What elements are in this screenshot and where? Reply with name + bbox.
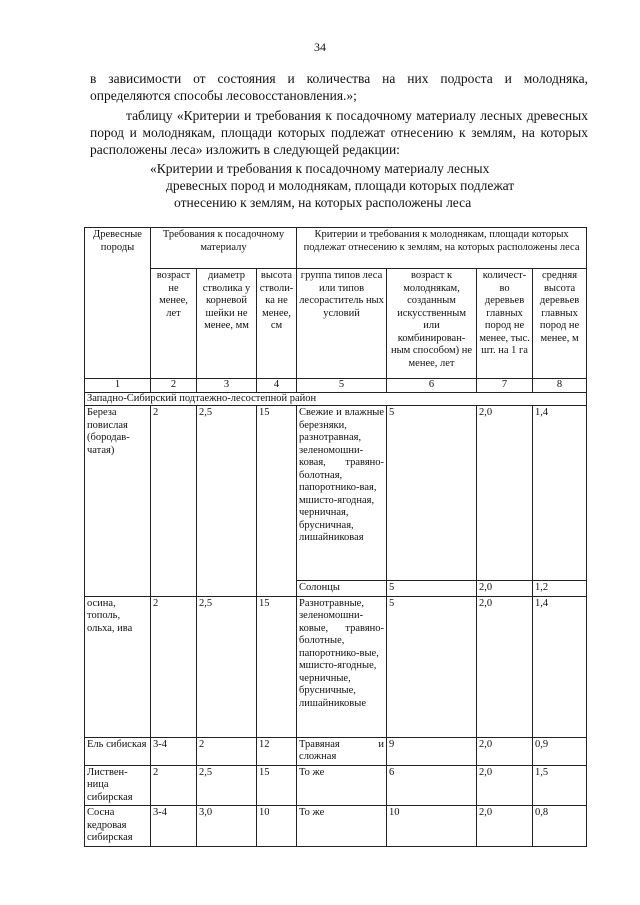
header-trees-count: количест-во деревьев главных пород не менее, тыс. шт. на 1 га <box>477 269 533 379</box>
cell-young-age: 9 <box>387 737 477 765</box>
table-title <box>90 160 588 211</box>
cell-age: 3-4 <box>151 737 197 765</box>
header-row-1 <box>85 228 587 269</box>
header-avg-height: средняя высота деревьев главных пород не менее, м <box>533 269 587 379</box>
table-row <box>85 765 587 806</box>
cell-species: Ель сибиская <box>85 737 151 765</box>
cell-forest-type: Травяная и сложная <box>297 737 387 765</box>
cell-trees-count: 2,0 <box>477 737 533 765</box>
column-number: 1 <box>85 379 151 393</box>
cell-trees-count: 2,0 <box>477 581 533 597</box>
intro-line-1: в зависимости от состояния и количества на них подроста и молодняка, <box>90 71 588 86</box>
page-number: 34 <box>314 40 326 54</box>
intro-paragraph-2: таблицу «Критерии и требования к посадочному материалу лесных древесных пород и молоднякам, площади которых подлежат отнесению к землям, на которых расположены леса» изложить в следующей редакции: <box>90 108 588 157</box>
cell-trees-count: 2,0 <box>477 765 533 806</box>
table-row <box>85 806 587 847</box>
cell-forest-type: Свежие и влажные березняки, разнотравная, зеленомошни-ковая, травяно-болотная, папоротнико-вая, мшисто-ягодная, черничная, брусничная, лишайниковая <box>297 406 387 581</box>
cell-young-age: 10 <box>387 806 477 847</box>
cell-diameter: 2,5 <box>197 596 257 737</box>
table-row <box>85 406 587 581</box>
cell-age: 2 <box>151 765 197 806</box>
intro-line-2: определяются способы лесовосстановления.»; <box>90 88 357 103</box>
column-number: 3 <box>197 379 257 393</box>
zone-name: Западно-Сибирский подтаежно-лесостепной район <box>85 392 587 406</box>
header-species: Древесные породы <box>85 228 151 379</box>
cell-avg-height: 1,2 <box>533 581 587 597</box>
cell-diameter: 2 <box>197 737 257 765</box>
cell-avg-height: 0,8 <box>533 806 587 847</box>
cell-species: Листвен-ница сибирская <box>85 765 151 806</box>
table-row <box>85 596 587 737</box>
cell-height: 10 <box>257 806 297 847</box>
cell-height: 15 <box>257 596 297 737</box>
table-title-line-2: древесных пород и молоднякам, площади которых подлежат <box>166 178 515 193</box>
cell-height: 15 <box>257 406 297 597</box>
cell-avg-height: 1,5 <box>533 765 587 806</box>
cell-diameter: 2,5 <box>197 406 257 597</box>
cell-avg-height: 0,9 <box>533 737 587 765</box>
cell-trees-count: 2,0 <box>477 806 533 847</box>
column-number: 5 <box>297 379 387 393</box>
criteria-table <box>84 227 587 847</box>
header-age: возраст не менее, лет <box>151 269 197 379</box>
header-forest-type: группа типов леса или типов лесораститель ных условий <box>297 269 387 379</box>
cell-species: Береза повислая (бородав-чатая) <box>85 406 151 597</box>
table-row <box>85 737 587 765</box>
cell-species: осина, тополь, ольха, ива <box>85 596 151 737</box>
cell-forest-type: То же <box>297 806 387 847</box>
cell-age: 3-4 <box>151 806 197 847</box>
cell-young-age: 5 <box>387 596 477 737</box>
column-number: 8 <box>533 379 587 393</box>
header-diameter: диаметр стволика у корневой шейки не менее, мм <box>197 269 257 379</box>
cell-diameter: 2,5 <box>197 765 257 806</box>
cell-diameter: 3,0 <box>197 806 257 847</box>
cell-young-age: 5 <box>387 581 477 597</box>
column-number: 7 <box>477 379 533 393</box>
header-young-criteria: Критерии и требования к молоднякам, площади которых подлежат отнесению к землям, на которых расположены леса <box>297 228 587 269</box>
cell-age: 2 <box>151 406 197 597</box>
column-number: 4 <box>257 379 297 393</box>
cell-height: 12 <box>257 737 297 765</box>
cell-avg-height: 1,4 <box>533 596 587 737</box>
zone-row <box>85 392 587 406</box>
column-number-row <box>85 379 587 393</box>
header-young-age: возраст к молоднякам, созданным искусственным или комбинирован-ным способом) не менее, лет <box>387 269 477 379</box>
column-number: 2 <box>151 379 197 393</box>
header-height: высота стволи-ка не менее, см <box>257 269 297 379</box>
cell-height: 15 <box>257 765 297 806</box>
header-row-2 <box>85 269 587 379</box>
table-title-line-1: «Критерии и требования к посадочному материалу лесных <box>150 161 490 176</box>
cell-forest-type: Солонцы <box>297 581 387 597</box>
table-title-line-3: отнесению к землям, на которых расположены леса <box>174 195 472 210</box>
cell-avg-height: 1,4 <box>533 406 587 581</box>
cell-species: Сосна кедровая сибирская <box>85 806 151 847</box>
cell-young-age: 5 <box>387 406 477 581</box>
cell-age: 2 <box>151 596 197 737</box>
cell-forest-type: То же <box>297 765 387 806</box>
cell-trees-count: 2,0 <box>477 596 533 737</box>
column-number: 6 <box>387 379 477 393</box>
cell-trees-count: 2,0 <box>477 406 533 581</box>
cell-young-age: 6 <box>387 765 477 806</box>
cell-forest-type: Разнотравные, зеленомошни-ковые, травяно-болотные, папоротнико-вые, мшисто-ягодные, черничные, брусничные, лишайниковые <box>297 596 387 737</box>
header-planting-requirements: Требования к посадочному материалу <box>151 228 297 269</box>
